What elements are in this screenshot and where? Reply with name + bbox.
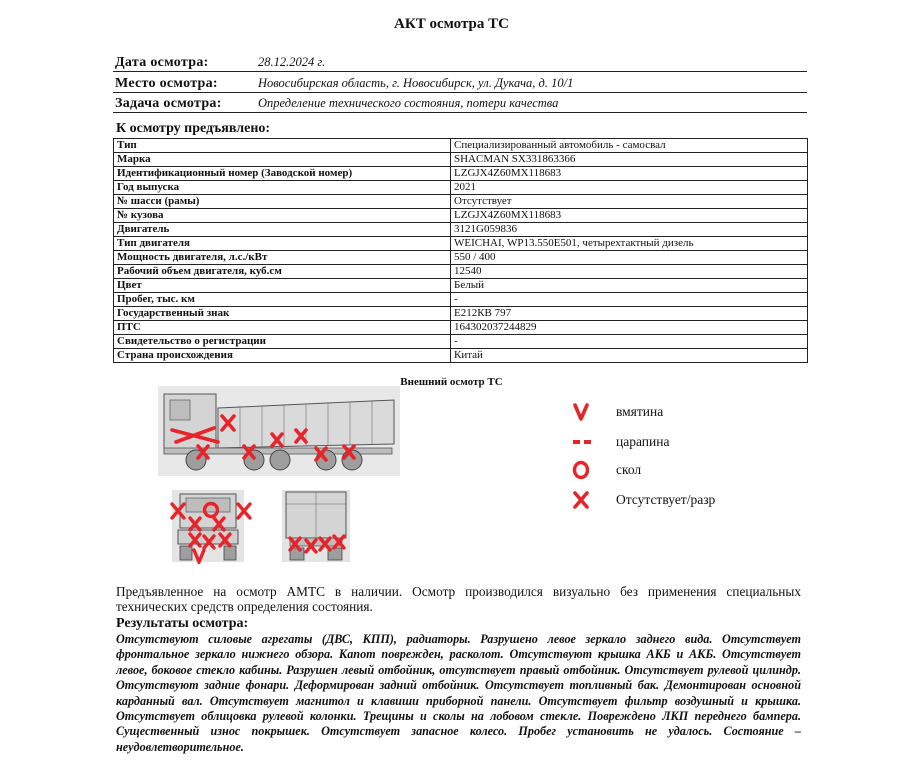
truck-damage-diagram [158, 386, 400, 564]
spec-value: Белый [451, 279, 808, 293]
table-row [114, 153, 808, 167]
inspection-summary: Предъявленное на осмотр АМТС в наличии. Осмотр производился визуально без применения специальных технических средств определения состояния. [116, 584, 801, 614]
inspection-date-value: 28.12.2024 г. [258, 55, 326, 69]
x-missing-icon [570, 490, 596, 510]
spec-value: - [451, 293, 808, 307]
spec-key: Год выпуска [114, 181, 451, 195]
external-inspection-caption: Внешний осмотр ТС [400, 376, 503, 388]
spec-key: № шасси (рамы) [114, 195, 451, 209]
results-text: Отсутствуют силовые агрегаты (ДВС, КПП), радиаторы. Разрушено левое зеркало заднего вида. Отсутствует фронтальное зеркало нижнего обзора. Капот поврежден, расколот. Отсутствуют крышка АКБ и АКБ. Отсутствует левое, боковое стекло кабины. Разрушен левый отбойник, отсутствует правый отбойник. Отсутствует рулевой цилиндр. Отсутствуют задние фонари. Деформирован задний отбойник. Отсутствует топливный бак. Демонтирован основной карданный вал. Отсутствует магнитол и клавиши приборной панели. Отсутствует фильтр воздушный и крышка. Отсутствует облицовка рулевой колонки. Трещины и сколы на лобовом стекле. Повреждено ЛКП переднего бампера. Существенный износ покрышек. Отсутствует запасное колесо. Пробег установить не удалось. Состояние – неудовлетворительное. [116, 632, 801, 754]
table-row [114, 265, 808, 279]
spec-key: Тип [114, 139, 451, 153]
spec-value: SHACMAN SX331863366 [451, 153, 808, 167]
table-row [114, 349, 808, 363]
inspection-task-row [113, 93, 807, 113]
table-row [114, 223, 808, 237]
table-row [114, 237, 808, 251]
spec-key: Марка [114, 153, 451, 167]
spec-key: Двигатель [114, 223, 451, 237]
spec-key: ПТС [114, 321, 451, 335]
table-row [114, 321, 808, 335]
spec-value: 12540 [451, 265, 808, 279]
legend-label: скол [616, 462, 642, 477]
spec-key: Свидетельство о регистрации [114, 335, 451, 349]
table-row [114, 167, 808, 181]
legend-item [570, 460, 790, 480]
table-row [114, 209, 808, 223]
table-row [114, 181, 808, 195]
table-row [114, 139, 808, 153]
legend-label: Отсутствует/разр [616, 492, 716, 507]
spec-key: Идентификационный номер (Заводской номер) [114, 167, 451, 181]
table-row [114, 251, 808, 265]
inspection-place-value: Новосибирская область, г. Новосибирск, ул. Дукача, д. 10/1 [258, 76, 574, 90]
spec-key: Пробег, тыс. км [114, 293, 451, 307]
inspection-place-row [113, 73, 807, 93]
spec-key: Государственный знак [114, 307, 451, 321]
vehicle-spec-table [113, 138, 808, 363]
spec-value: Е212КВ 797 [451, 307, 808, 321]
inspection-date-label: Дата осмотра: [115, 55, 209, 70]
spec-value: Отсутствует [451, 195, 808, 209]
inspection-task-label: Задача осмотра: [115, 96, 222, 111]
presented-heading: К осмотру предъявлено: [116, 121, 271, 136]
v-dent-icon [570, 402, 596, 422]
spec-key: Цвет [114, 279, 451, 293]
spec-key: Мощность двигателя, л.с./кВт [114, 251, 451, 265]
spec-key: № кузова [114, 209, 451, 223]
spec-value: LZGJX4Z60MX118683 [451, 167, 808, 181]
table-row [114, 307, 808, 321]
legend-label: царапина [616, 434, 670, 449]
table-row [114, 279, 808, 293]
results-heading: Результаты осмотра: [116, 616, 249, 631]
spec-value: 164302037244829 [451, 321, 808, 335]
spec-value: 2021 [451, 181, 808, 195]
inspection-task-value: Определение технического состояния, потери качества [258, 96, 559, 110]
spec-key: Рабочий объем двигателя, куб.см [114, 265, 451, 279]
spec-key: Тип двигателя [114, 237, 451, 251]
spec-value: LZGJX4Z60MX118683 [451, 209, 808, 223]
o-chip-icon [570, 460, 596, 480]
spec-value: WEICHAI, WP13.550E501, четырехтактный дизель [451, 237, 808, 251]
table-row [114, 335, 808, 349]
document-title: АКТ осмотра ТС [394, 16, 509, 32]
spec-value: 550 / 400 [451, 251, 808, 265]
spec-key: Страна происхождения [114, 349, 451, 363]
legend-item [570, 402, 790, 422]
spec-value: - [451, 335, 808, 349]
table-row [114, 195, 808, 209]
spec-value: Специализированный автомобиль - самосвал [451, 139, 808, 153]
legend-label: вмятина [616, 404, 664, 419]
dash-scratch-icon [570, 432, 596, 452]
inspection-place-label: Место осмотра: [115, 76, 218, 91]
table-row [114, 293, 808, 307]
truck-side-view [158, 386, 400, 476]
truck-front-view [172, 490, 244, 562]
inspection-date-row [113, 52, 807, 72]
spec-value: 3121G059836 [451, 223, 808, 237]
spec-value: Китай [451, 349, 808, 363]
legend-item [570, 490, 790, 510]
legend-item [570, 432, 790, 452]
